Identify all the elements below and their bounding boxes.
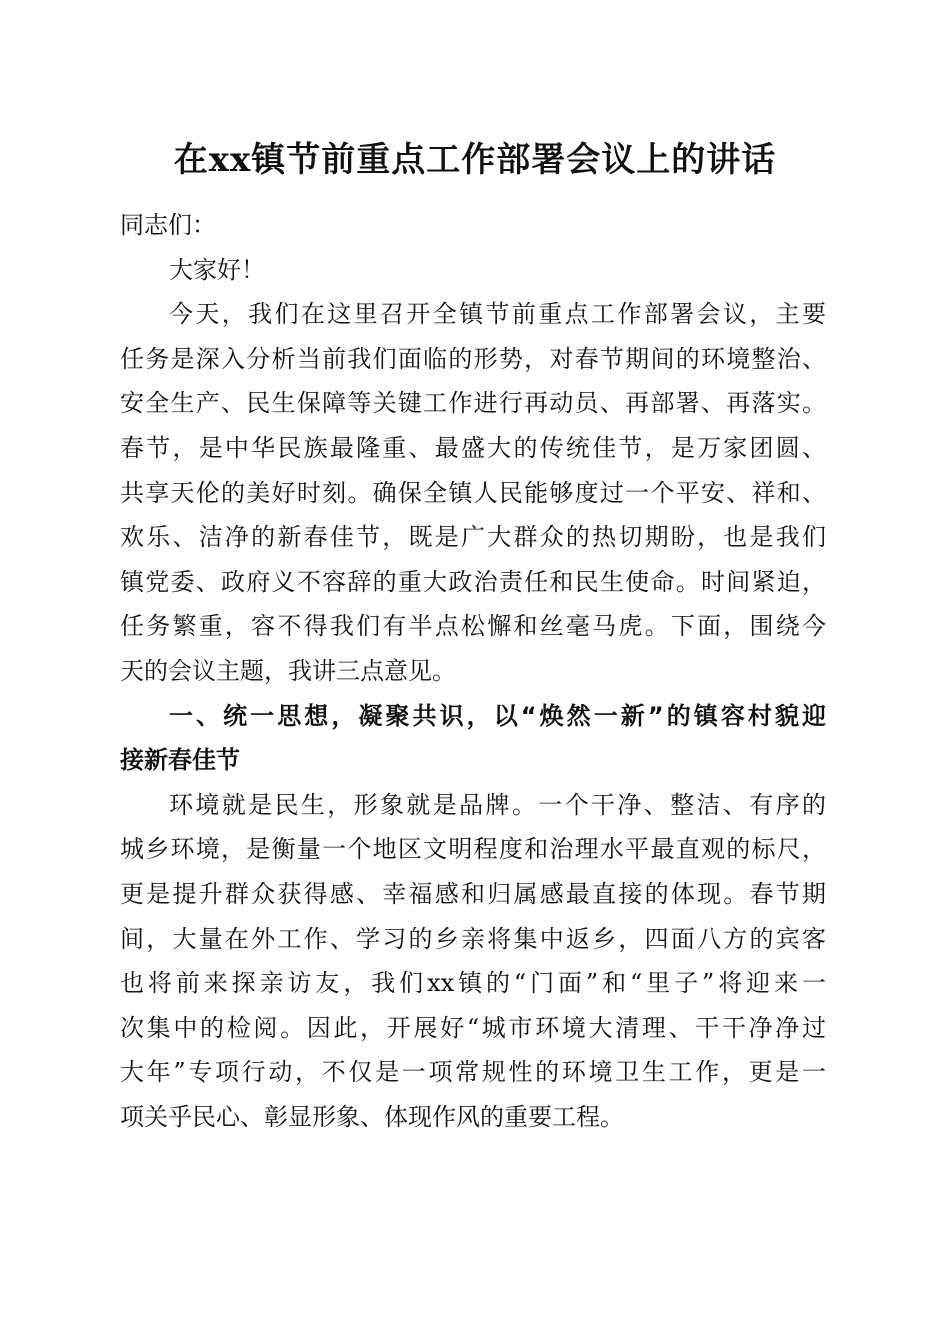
greeting: 大家好！ bbox=[169, 255, 265, 284]
intro-line: 任务繁重，容不得我们有半点松懈和丝毫马虎。下面，围绕今 bbox=[120, 612, 826, 641]
intro-line: 共享天伦的美好时刻。确保全镇人民能够度过一个平安、祥和、 bbox=[120, 478, 826, 507]
section-line: 环境就是民生，形象就是品牌。一个干净、整洁、有序的 bbox=[169, 790, 826, 819]
intro-line: 天的会议主题，我讲三点意见。 bbox=[120, 656, 456, 685]
section-line: 次集中的检阅。因此，开展好“城市环境大清理、干干净净过 bbox=[120, 1013, 826, 1042]
section-line: 更是提升群众获得感、幸福感和归属感最直接的体现。春节期 bbox=[120, 879, 826, 908]
intro-line: 欢乐、洁净的新春佳节，既是广大群众的热切期盼，也是我们 bbox=[120, 523, 826, 552]
document-body bbox=[120, 203, 826, 1139]
document-title: 在xx镇节前重点工作部署会议上的讲话 bbox=[173, 140, 777, 180]
intro-line: 春节，是中华民族最隆重、最盛大的传统佳节，是万家团圆、 bbox=[120, 433, 826, 462]
salutation: 同志们： bbox=[120, 211, 216, 239]
section-line: 项关乎民心、彰显形象、体现作风的重要工程。 bbox=[120, 1102, 624, 1131]
section-heading: 接新春佳节 bbox=[120, 746, 240, 775]
intro-line: 镇党委、政府义不容辞的重大政治责任和民生使命。时间紧迫， bbox=[120, 567, 826, 596]
section-line: 城乡环境，是衡量一个地区文明程度和治理水平最直观的标尺， bbox=[120, 835, 826, 864]
intro-line: 任务是深入分析当前我们面临的形势，对春节期间的环境整治、 bbox=[120, 344, 826, 373]
section-line: 大年”专项行动，不仅是一项常规性的环境卫生工作，更是一 bbox=[120, 1058, 826, 1087]
intro-line: 今天，我们在这里召开全镇节前重点工作部署会议，主要 bbox=[169, 300, 826, 329]
section-heading: 一、统一思想，凝聚共识，以“焕然一新”的镇容村貌迎 bbox=[169, 701, 826, 730]
section-line: 间，大量在外工作、学习的乡亲将集中返乡，四面八方的宾客 bbox=[120, 924, 826, 953]
section-line: 也将前来探亲访友，我们xx镇的“门面”和“里子”将迎来一 bbox=[120, 969, 826, 998]
intro-line: 安全生产、民生保障等关键工作进行再动员、再部署、再落实。 bbox=[120, 389, 826, 418]
